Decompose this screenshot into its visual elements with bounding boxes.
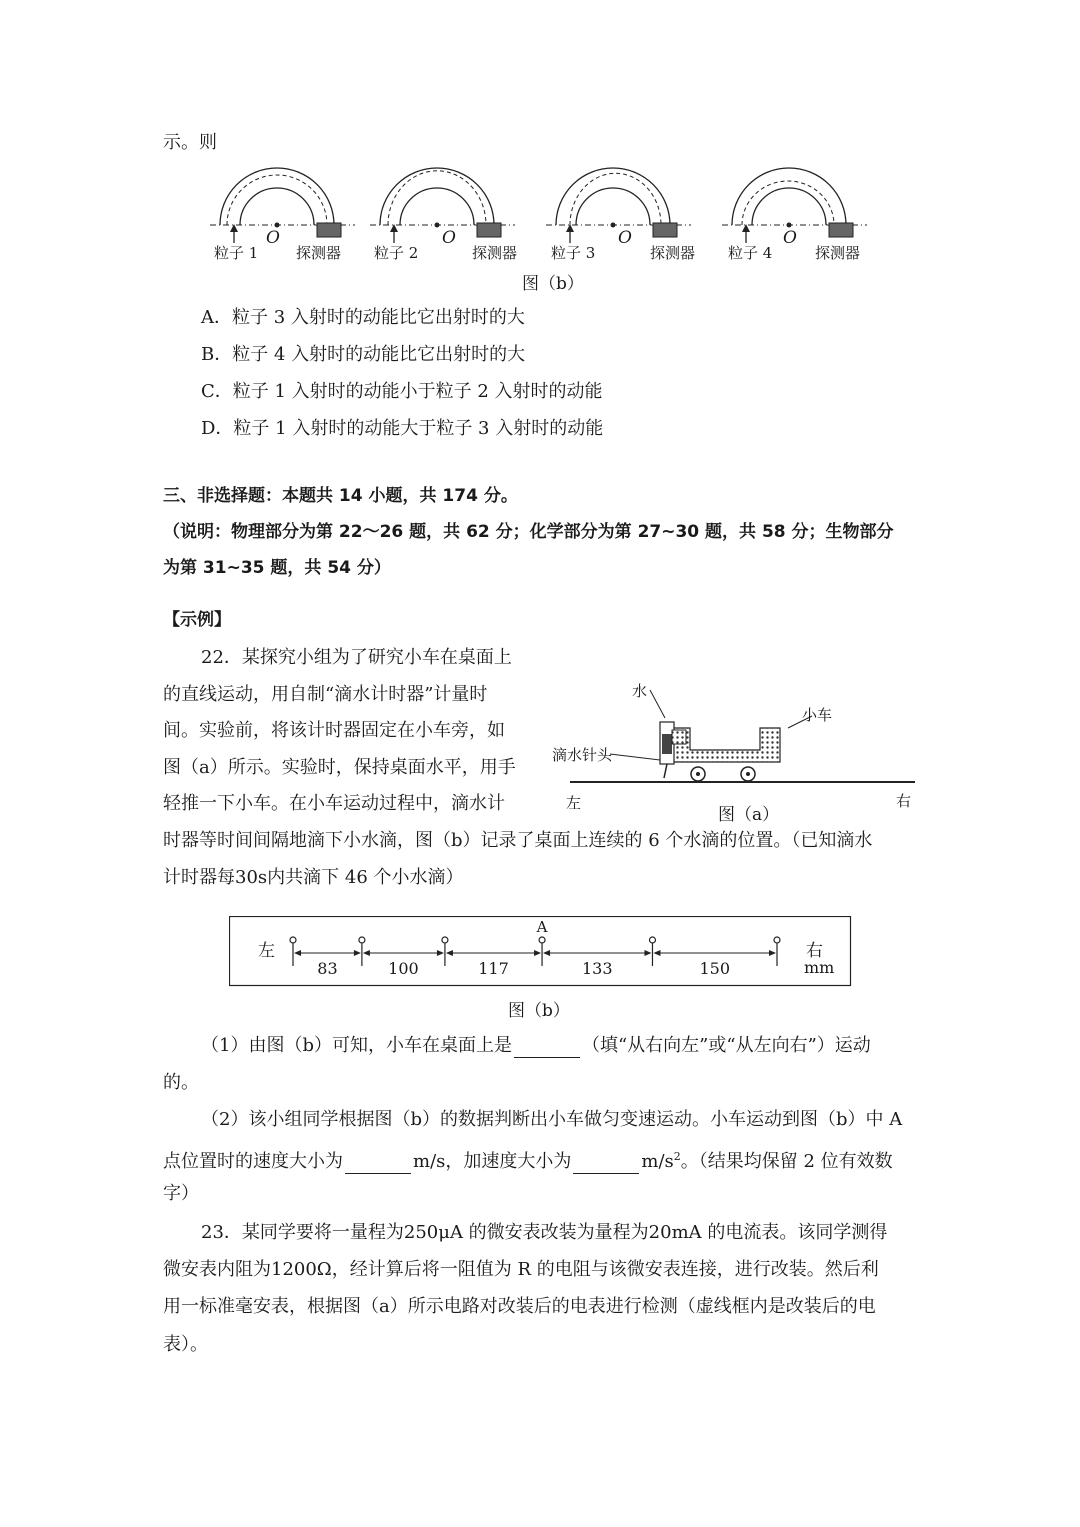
option-d: D．粒子 1 入射时的动能大于粒子 3 入射时的动能 — [201, 418, 604, 439]
particle-2-label: 粒子 2 — [374, 244, 419, 262]
figure-b-caption: 图（b） — [522, 274, 584, 294]
water-label: 水 — [632, 682, 648, 700]
section-note-line1: （说明：物理部分为第 22～26 题，共 62 分；化学部分为第 27~30 题，共 58 分；生物部分 — [163, 522, 894, 542]
point-a-label: A — [536, 918, 548, 936]
q22-sub2-line3: 字） — [163, 1183, 199, 1204]
accel-unit-exponent: 2 — [673, 1150, 681, 1163]
fig-b-unit-label: mm — [804, 958, 835, 977]
answer-blank-acceleration[interactable] — [573, 1155, 639, 1174]
fig-b-left-label: 左 — [258, 941, 275, 961]
q22-sub1 — [201, 1034, 871, 1058]
example-tag: 【示例】 — [163, 610, 231, 630]
drop-strip-figure — [229, 916, 853, 988]
q23-line-4: 表）。 — [163, 1334, 208, 1355]
q22-sub1-end: 的。 — [163, 1072, 199, 1093]
water-drop — [290, 937, 296, 943]
q23-line-1: 23．某同学要将一量程为250μA 的微安表改装为量程为20mA 的电流表。该同学测得 — [201, 1222, 888, 1243]
option-b: B．粒子 4 入射时的动能比它出射时的大 — [201, 344, 526, 365]
q22-line-2: 的直线运动，用自制“滴水计时器”计量时 — [163, 684, 488, 705]
interval-length-label: 150 — [699, 959, 731, 978]
particle-diagram-1 — [210, 168, 355, 243]
q22-sub2-accel-prompt: m/s，加速度大小为 — [413, 1151, 572, 1172]
intro-text: 示。则 — [163, 132, 217, 153]
detector-label-4: 探测器 — [815, 244, 861, 262]
q23-line-2: 微安表内阻为1200Ω，经计算后将一阻值为 R 的电阻与该微安表连接，进行改装。然后利 — [163, 1259, 879, 1280]
option-a: A．粒子 3 入射时的动能比它出射时的大 — [201, 307, 525, 328]
particle-4-label: 粒子 4 — [728, 244, 773, 262]
q22-sub2-line2 — [163, 1145, 893, 1174]
interval-length-label: 100 — [388, 959, 419, 978]
origin-label-2: O — [442, 228, 456, 248]
interval-length-label: 83 — [317, 959, 338, 978]
q22-line-1: 22．某探究小组为了研究小车在桌面上 — [201, 647, 512, 668]
interval-length-label: 133 — [581, 959, 613, 978]
water-drop — [649, 937, 655, 943]
interval-length-label: 117 — [478, 959, 509, 978]
q22-sub2-note: 。（结果均保留 2 位有效数 — [680, 1151, 893, 1172]
q22-sub2-line1: （2）该小组同学根据图（b）的数据判断出小车做匀变速运动。小车运动到图（b）中 A — [201, 1109, 903, 1130]
origin-label-4: O — [783, 228, 797, 248]
cart-label: 小车 — [802, 706, 833, 724]
section-note-line2: 为第 31~35 题，共 54 分） — [163, 558, 391, 578]
origin-label-3: O — [618, 228, 632, 248]
section-title: 三、非选择题：本题共 14 小题，共 174 分。 — [163, 486, 518, 506]
q22-sub1-prefix: （1）由图（b）可知，小车在桌面上是 — [201, 1035, 512, 1056]
needle-label: 滴水针头 — [552, 746, 613, 764]
water-drop — [774, 937, 780, 943]
answer-blank-velocity[interactable] — [345, 1155, 411, 1174]
q22-sub2-velocity-prompt: 点位置时的速度大小为 — [163, 1151, 343, 1172]
q22-line-7: 计时器每30s内共滴下 46 个小水滴） — [163, 867, 464, 888]
fig-a-right-label: 右 — [896, 792, 912, 810]
detector-label-2: 探测器 — [472, 244, 518, 262]
q22-line-4: 图（a）所示。实验时，保持桌面水平，用手 — [163, 757, 516, 778]
q22-line-3: 间。实验前，将该计时器固定在小车旁，如 — [163, 720, 505, 741]
figure-a-caption: 图（a） — [718, 805, 780, 825]
particle-1-label: 粒子 1 — [214, 244, 259, 262]
answer-blank-direction[interactable] — [514, 1039, 580, 1058]
detector-label-3: 探测器 — [650, 244, 696, 262]
fig-b-right-label: 右 — [806, 941, 823, 961]
water-drop — [359, 937, 365, 943]
q23-line-3: 用一标准毫安表，根据图（a）所示电路对改装后的电表进行检测（虚线框内是改装后的电 — [163, 1296, 876, 1317]
q22-line-5: 轻推一下小车。在小车运动过程中，滴水计 — [163, 793, 505, 814]
figure-b2-caption: 图（b） — [508, 1001, 570, 1021]
detector-label-1: 探测器 — [296, 244, 342, 262]
fig-a-left-label: 左 — [566, 794, 582, 812]
q22-line-6: 时器等时间间隔地滴下小水滴，图（b）记录了桌面上连续的 6 个水滴的位置。（已知滴水 — [163, 830, 873, 851]
particle-3-label: 粒子 3 — [551, 244, 596, 262]
q22-sub1-suffix: （填“从右向左”或“从左向右”）运动 — [581, 1035, 871, 1056]
water-drop — [539, 937, 545, 943]
origin-label-1: O — [266, 228, 280, 248]
accel-unit: m/s — [641, 1151, 674, 1172]
option-c: C．粒子 1 入射时的动能小于粒子 2 入射时的动能 — [201, 381, 603, 402]
water-drop — [442, 937, 448, 943]
